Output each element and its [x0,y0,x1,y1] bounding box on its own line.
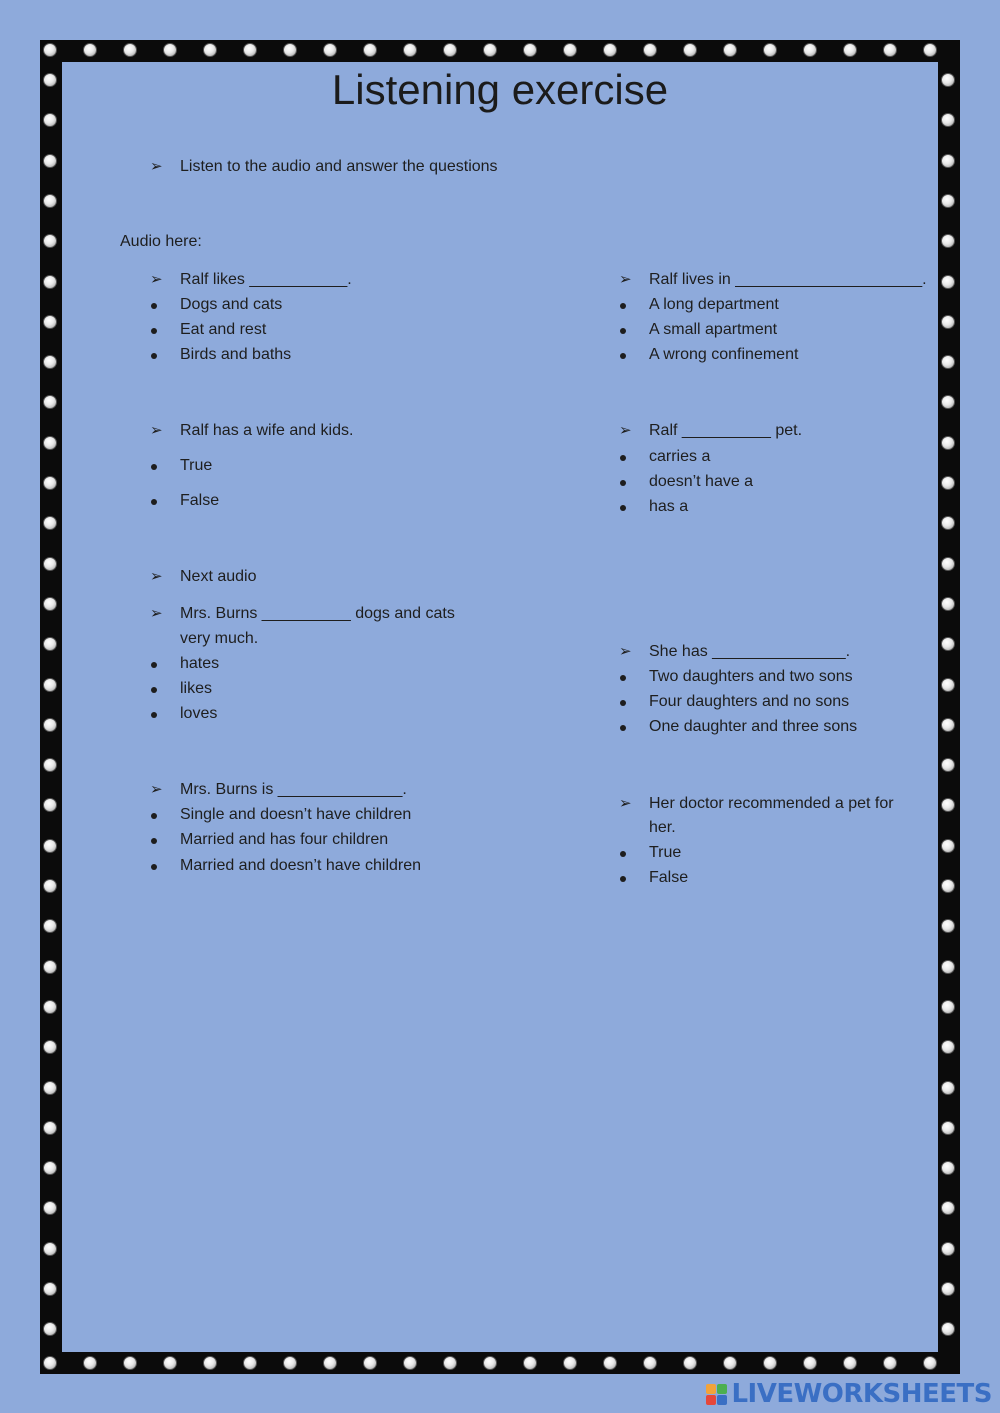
border-bead-icon [83,1356,97,1370]
border-bead-icon [323,1356,337,1370]
border-bead-icon [941,1081,955,1095]
border-bead-icon [483,43,497,57]
border-bead-icon [123,1356,137,1370]
arrow-bullet-icon: ➢ [150,271,163,288]
border-bead-icon [883,43,897,57]
border-bead-icon [283,1356,297,1370]
bullet-icon [151,353,157,359]
logo-mark-icon [706,1384,727,1405]
border-bead-icon [403,43,417,57]
arrow-bullet-icon: ➢ [619,795,632,812]
border-bead-icon [43,1242,57,1256]
question-3-prompt: Ralf has a wife and kids. [180,422,354,439]
bullet-icon [151,813,157,819]
border-bead-icon [941,1242,955,1256]
border-bead-icon [941,557,955,571]
bullet-icon [620,303,626,309]
bullet-icon [620,353,626,359]
border-bead-icon [941,315,955,329]
arrow-bullet-icon: ➢ [150,568,163,585]
border-bead-icon [43,597,57,611]
arrow-bullet-icon: ➢ [150,158,163,175]
bullet-icon [151,712,157,718]
question-7-option[interactable]: Single and doesn’t have children [180,806,412,823]
border-bead-icon [941,718,955,732]
question-8-option[interactable]: False [649,869,689,886]
audio-label: Audio here: [120,233,202,250]
border-bead-icon [43,879,57,893]
border-bead-icon [683,1356,697,1370]
question-8-option[interactable]: True [649,844,682,861]
border-bead-icon [43,1161,57,1175]
question-1-option[interactable]: Birds and baths [180,346,292,363]
question-2-option[interactable]: A long department [649,296,779,313]
question-4-option[interactable]: doesn’t have a [649,473,754,490]
border-bead-icon [563,1356,577,1370]
border-bead-icon [883,1356,897,1370]
question-4-prompt: Ralf __________ pet. [649,422,803,439]
border-bead-icon [941,678,955,692]
liveworksheets-logo[interactable] [706,1379,992,1409]
border-bead-icon [43,194,57,208]
border-bead-icon [643,1356,657,1370]
border-bead-icon [843,1356,857,1370]
question-6-option[interactable]: Four daughters and no sons [649,693,850,710]
question-4-option[interactable]: carries a [649,448,711,465]
question-1-option[interactable]: Eat and rest [180,321,267,338]
border-bead-icon [43,315,57,329]
border-bead-icon [363,43,377,57]
bullet-icon [151,838,157,844]
border-bead-icon [603,1356,617,1370]
bullet-icon [620,328,626,334]
bullet-icon [620,725,626,731]
border-bead-icon [43,275,57,289]
question-6-option[interactable]: One daughter and three sons [649,718,858,735]
bullet-icon [151,687,157,693]
question-6-option[interactable]: Two daughters and two sons [649,668,853,685]
border-bead-icon [523,43,537,57]
border-bead-icon [941,597,955,611]
border-bead-icon [803,43,817,57]
question-2-option[interactable]: A wrong confinement [649,346,799,363]
border-bead-icon [443,43,457,57]
border-bead-icon [43,43,57,57]
border-bead-icon [523,1356,537,1370]
border-bead-icon [941,436,955,450]
border-bead-icon [43,1081,57,1095]
border-bead-icon [43,678,57,692]
question-5-option[interactable]: loves [180,705,218,722]
bullet-icon [620,700,626,706]
border-bead-icon [763,43,777,57]
arrow-bullet-icon: ➢ [150,605,163,622]
border-bead-icon [363,1356,377,1370]
border-bead-icon [941,1282,955,1296]
bullet-icon [620,675,626,681]
arrow-bullet-icon: ➢ [619,422,632,439]
bullet-icon [620,505,626,511]
border-bead-icon [941,194,955,208]
question-4-option[interactable]: has a [649,498,689,515]
border-bead-icon [683,43,697,57]
border-bead-icon [243,1356,257,1370]
border-bead-icon [43,839,57,853]
bullet-icon [151,662,157,668]
border-bead-icon [43,1356,57,1370]
border-bead-icon [43,718,57,732]
question-7-option[interactable]: Married and has four children [180,831,389,848]
next-audio-label: Next audio [180,568,257,585]
border-bead-icon [643,43,657,57]
instruction-text: Listen to the audio and answer the questions [180,158,498,175]
border-bead-icon [43,476,57,490]
border-bead-icon [43,1000,57,1014]
border-bead-icon [43,758,57,772]
border-bead-icon [43,960,57,974]
bullet-icon [620,851,626,857]
question-8-prompt-continued: her. [649,819,676,836]
border-bead-icon [43,154,57,168]
question-8-prompt: Her doctor recommended a pet for [649,795,894,812]
border-bead-icon [941,1121,955,1135]
bullet-icon [620,480,626,486]
border-bead-icon [43,355,57,369]
border-bead-icon [43,1282,57,1296]
question-5-option[interactable]: likes [180,680,213,697]
border-bead-icon [941,275,955,289]
bullet-icon [151,864,157,870]
question-3-option[interactable]: True [180,457,213,474]
arrow-bullet-icon: ➢ [150,422,163,439]
bullet-icon [620,876,626,882]
question-1-prompt: Ralf likes ___________. [180,271,352,288]
border-bead-icon [203,43,217,57]
question-5-prompt: Mrs. Burns __________ dogs and cats [180,605,455,622]
border-bead-icon [843,43,857,57]
border-bead-icon [323,43,337,57]
border-bead-icon [941,960,955,974]
question-2-prompt: Ralf lives in _____________________. [649,271,927,288]
border-bead-icon [923,1356,937,1370]
arrow-bullet-icon: ➢ [150,781,163,798]
border-bead-icon [483,1356,497,1370]
border-bead-icon [941,355,955,369]
bullet-icon [151,464,157,470]
logo-text: LIVEWORKSHEETS [731,1379,992,1409]
arrow-bullet-icon: ➢ [619,643,632,660]
bullet-icon [151,328,157,334]
question-7-prompt: Mrs. Burns is ______________. [180,781,407,798]
border-bead-icon [941,879,955,893]
border-bead-icon [941,758,955,772]
question-5-prompt-continued: very much. [180,630,259,647]
border-bead-icon [203,1356,217,1370]
border-bead-icon [763,1356,777,1370]
border-bead-icon [83,43,97,57]
arrow-bullet-icon: ➢ [619,271,632,288]
question-5-option[interactable]: hates [180,655,220,672]
border-bead-icon [923,43,937,57]
question-6-prompt: She has _______________. [649,643,851,660]
question-3-option[interactable]: False [180,492,220,509]
border-bead-icon [43,557,57,571]
question-2-option[interactable]: A small apartment [649,321,778,338]
border-bead-icon [941,154,955,168]
border-bead-icon [603,43,617,57]
bullet-icon [620,455,626,461]
page-title: Listening exercise [331,66,669,113]
border-bead-icon [941,839,955,853]
border-bead-icon [941,1000,955,1014]
bullet-icon [151,303,157,309]
border-bead-icon [723,1356,737,1370]
bullet-icon [151,499,157,505]
question-7-option[interactable]: Married and doesn’t have children [180,857,422,874]
border-bead-icon [941,476,955,490]
border-bead-icon [163,43,177,57]
border-bead-icon [443,1356,457,1370]
border-bead-icon [243,43,257,57]
border-bead-icon [403,1356,417,1370]
border-bead-icon [803,1356,817,1370]
border-bead-icon [941,1161,955,1175]
border-bead-icon [43,1121,57,1135]
border-bead-icon [723,43,737,57]
question-1-option[interactable]: Dogs and cats [180,296,283,313]
border-bead-icon [123,43,137,57]
border-bead-icon [283,43,297,57]
border-bead-icon [563,43,577,57]
border-bead-icon [163,1356,177,1370]
border-bead-icon [43,436,57,450]
